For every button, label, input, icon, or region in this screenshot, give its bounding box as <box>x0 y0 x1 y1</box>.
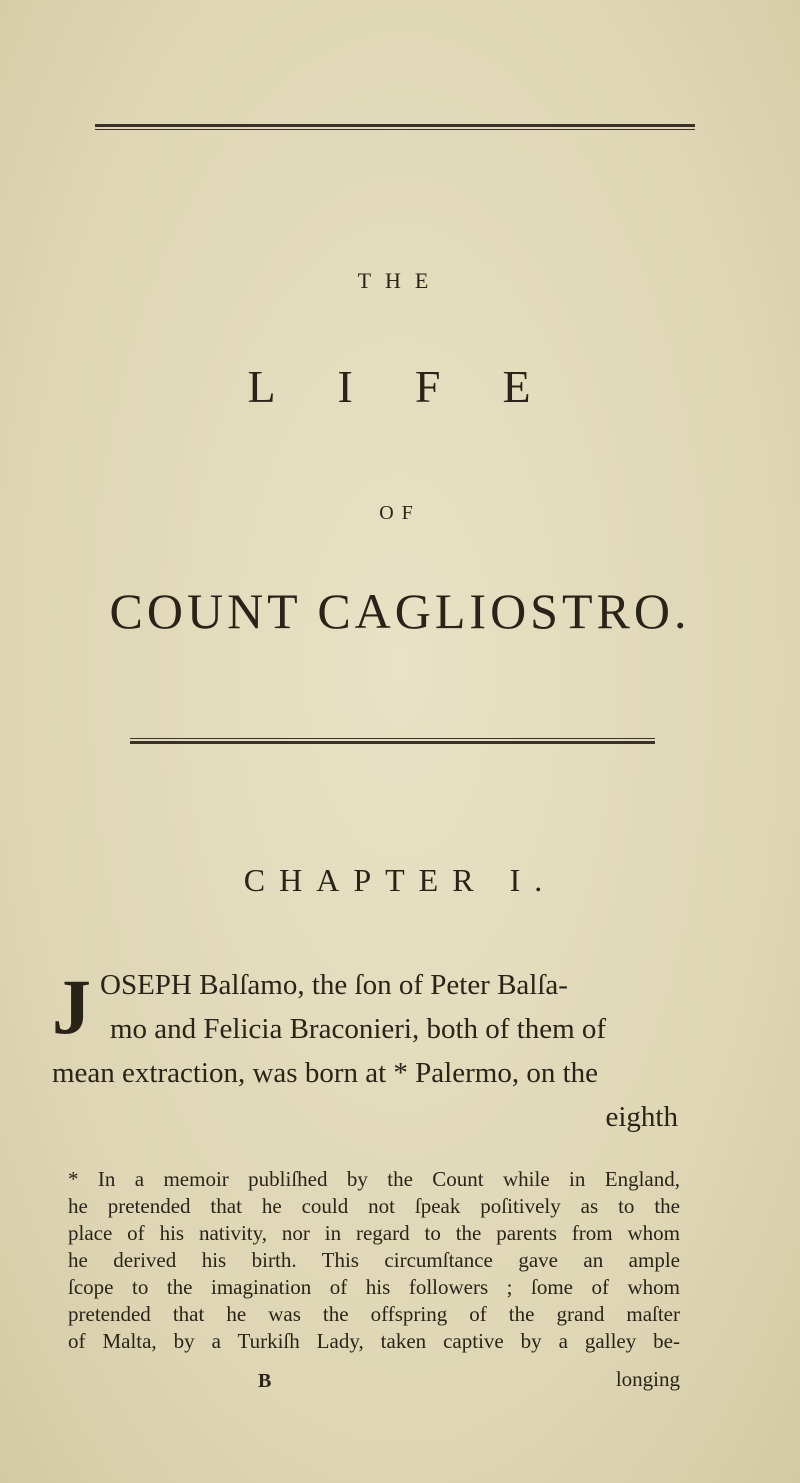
catchword: longing <box>615 1367 680 1391</box>
title-of: OF <box>379 502 421 524</box>
footnote-line: ſcope to the imagination of his followers ; ſome of whom <box>68 1275 680 1299</box>
footnote-line: * In a memoir publiſhed by the Count while in England, <box>68 1167 680 1191</box>
footnote-line: of Malta, by a Turkiſh Lady, taken captive by a galley be- <box>68 1329 680 1353</box>
chapter-heading: CHAPTER I. <box>243 862 557 898</box>
drop-cap: J <box>52 963 91 1050</box>
footnote <box>68 1166 680 1355</box>
top-rule-thin <box>95 129 695 130</box>
top-rule <box>95 124 695 127</box>
title-name: COUNT CAGLIOSTRO. <box>109 583 691 639</box>
title-life: LIFE <box>247 361 593 412</box>
chapter-rule <box>130 741 655 744</box>
chapter-rule-thin <box>130 738 655 739</box>
body-line: mo and Felicia Braconieri, both of them of <box>110 1013 607 1045</box>
body-line: OSEPH Balſamo, the ſon of Peter Balſa- <box>100 969 568 1001</box>
footnote-line: place of his nativity, nor in regard to the parents from whom <box>68 1221 680 1245</box>
body-line: eighth <box>605 1101 678 1133</box>
title-the: THE <box>357 268 443 293</box>
signature-mark: B <box>258 1370 272 1392</box>
footnote-line: he derived his birth. This circumſtance gave an ample <box>68 1248 680 1272</box>
body-line: mean extraction, was born at * Palermo, on the <box>52 1057 599 1089</box>
footnote-line: pretended that he was the offspring of the grand maſter <box>68 1302 680 1326</box>
footnote-line: he pretended that he could not ſpeak poſitively as to the <box>68 1194 680 1218</box>
